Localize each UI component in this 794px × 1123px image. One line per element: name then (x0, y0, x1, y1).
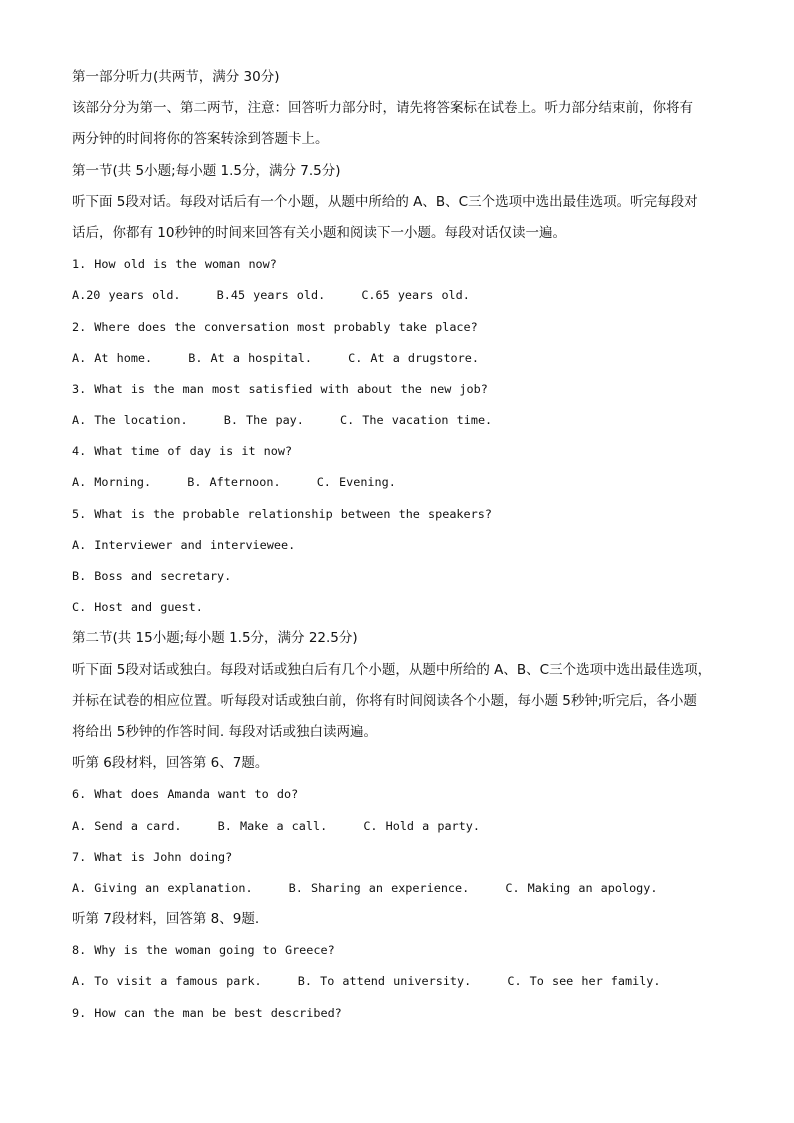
option-b: B.45 years old. (216, 288, 326, 303)
question-5-option-c: C. Host and guest. (72, 600, 203, 615)
option-c: C. Making an apology. (505, 880, 658, 895)
option-b: B. At a hospital. (188, 350, 312, 365)
option-b: B. The pay. (223, 413, 304, 428)
question-8: 8. Why is the woman going to Greece? (72, 943, 335, 958)
material-7-label: 听第 7段材料，回答第 8、9题. (72, 911, 260, 928)
material-6-label: 听第 6段材料，回答第 6、7题。 (72, 755, 269, 772)
option-c: C. At a drugstore. (348, 350, 479, 365)
option-c: C. To see her family. (507, 974, 661, 989)
question-2-options (72, 343, 732, 374)
question-1-options (72, 280, 732, 311)
question-7-options (72, 873, 732, 904)
part2-instruction-line-2: 并标在试卷的相应位置。听每段对话或独白前，你将有时间阅读各个小题，每小题 5秒钟;听完后，各小题 (72, 692, 697, 709)
part2-instruction-line-1: 听下面 5段对话或独白。每段对话或独白后有几个小题，从题中所给的 A、B、C三个选项中选出最佳选项， (72, 661, 712, 678)
option-a: A. Send a card. (72, 818, 182, 833)
option-c: C. Hold a party. (363, 818, 480, 833)
question-7: 7. What is John doing? (72, 849, 233, 864)
option-a: A. Giving an explanation. (72, 880, 253, 895)
part1-heading: 第一节(共 5小题;每小题 1.5分，满分 7.5分) (72, 162, 341, 179)
question-3-options (72, 405, 732, 436)
option-a: A.20 years old. (72, 288, 181, 303)
option-b: B. Make a call. (217, 818, 328, 833)
option-b: B. Afternoon. (187, 475, 281, 490)
option-b: B. To attend university. (297, 974, 472, 989)
question-4: 4. What time of day is it now? (72, 444, 293, 459)
question-1: 1. How old is the woman now? (72, 257, 277, 272)
option-a: A. The location. (72, 413, 188, 428)
option-a: A. At home. (72, 350, 153, 365)
section-title: 第一部分听力(共两节，满分 30分) (72, 69, 280, 85)
option-c: C. Evening. (316, 475, 396, 490)
part1-instruction-line-1: 听下面 5段对话。每段对话后有一个小题，从题中所给的 A、B、C三个选项中选出最佳选项。听完每段对 (72, 193, 698, 210)
question-2: 2. Where does the conversation most probably take place? (72, 319, 478, 334)
question-8-options (72, 966, 732, 997)
question-5-option-b: B. Boss and secretary. (72, 569, 232, 583)
section-intro-line-1: 该部分分为第一、第二两节，注意：回答听力部分时，请先将答案标在试卷上。听力部分结束前，你将有 (72, 100, 693, 117)
part2-heading: 第二节(共 15小题;每小题 1.5分，满分 22.5分) (72, 630, 358, 647)
question-4-options (72, 467, 732, 498)
part1-instruction-line-2: 话后，你都有 10秒钟的时间来回答有关小题和阅读下一小题。每段对话仅读一遍。 (72, 224, 566, 241)
question-5-option-a: A. Interviewer and interviewee. (72, 537, 296, 552)
part2-instruction-line-3: 将给出 5秒钟的作答时间. 每段对话或独白读两遍。 (72, 723, 377, 740)
question-6: 6. What does Amanda want to do? (72, 787, 299, 802)
question-6-options (72, 811, 732, 842)
option-c: C. The vacation time. (340, 413, 493, 428)
question-3: 3. What is the man most satisfied with about the new job? (72, 381, 488, 396)
option-c: C.65 years old. (361, 288, 470, 303)
option-b: B. Sharing an experience. (288, 880, 470, 895)
question-9: 9. How can the man be best described? (72, 1005, 342, 1020)
option-a: A. Morning. (72, 475, 152, 490)
exam-page (72, 62, 732, 1029)
section-intro-line-2: 两分钟的时间将你的答案转涂到答题卡上。 (72, 131, 329, 148)
question-5: 5. What is the probable relationship between the speakers? (72, 506, 492, 521)
option-a: A. To visit a famous park. (72, 974, 262, 989)
